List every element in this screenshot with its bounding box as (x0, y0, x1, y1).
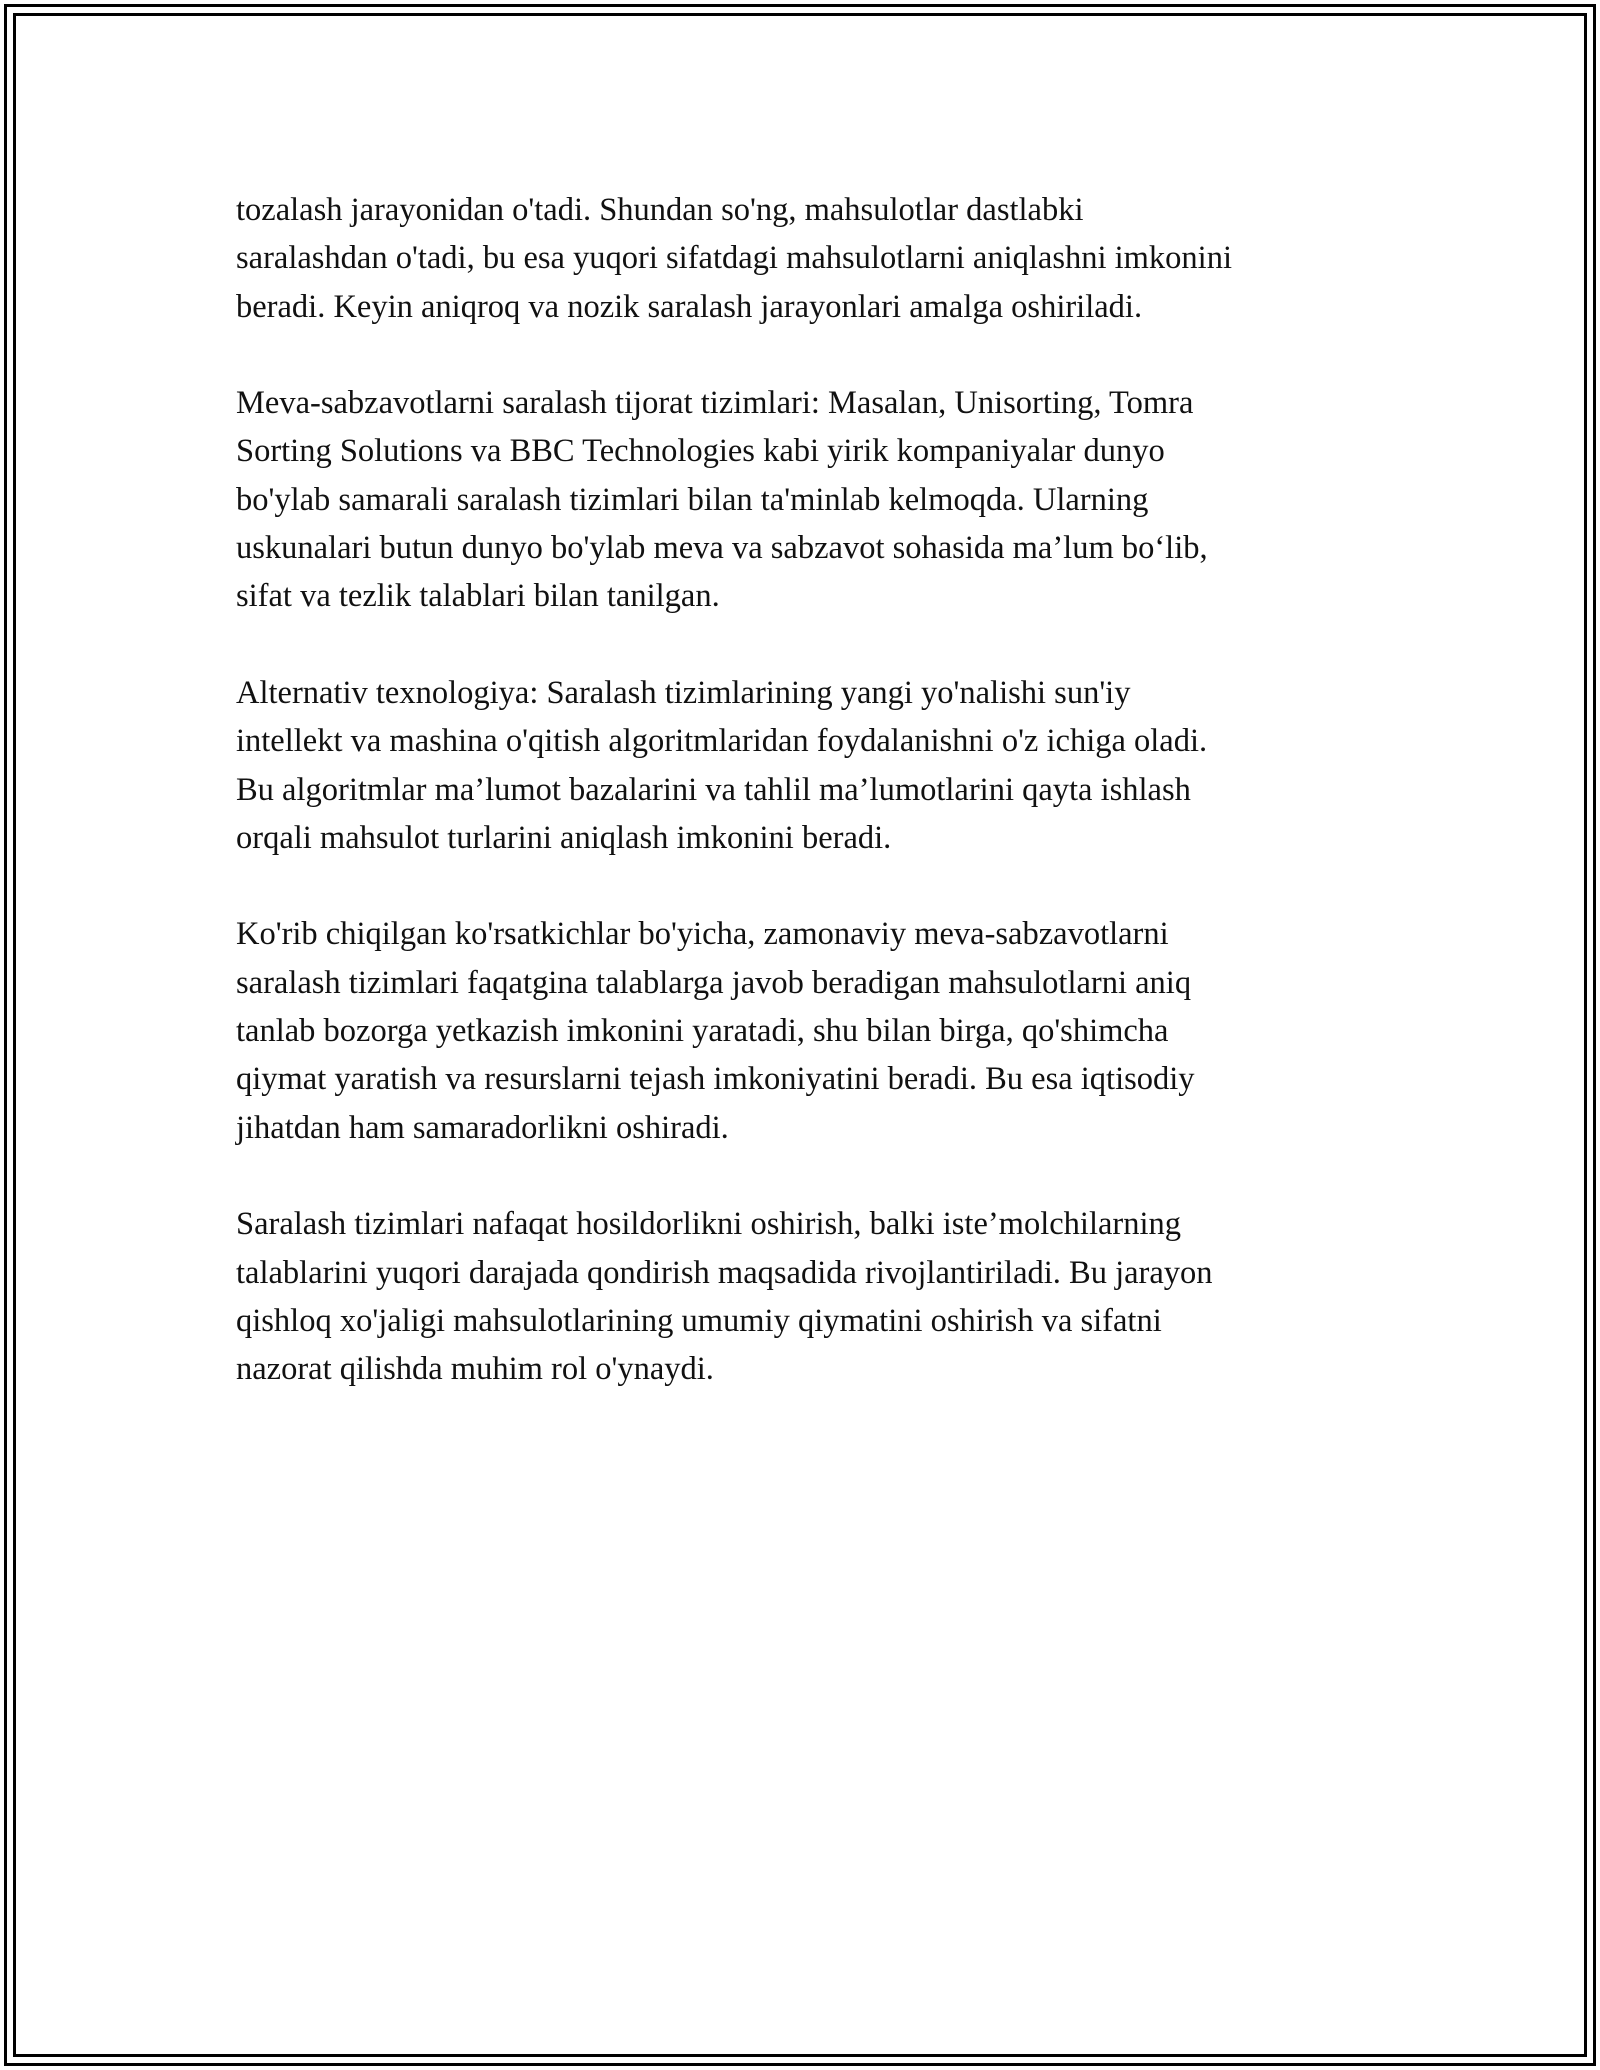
document-body (236, 186, 1366, 1442)
paragraph-conclusion: Saralash tizimlari nafaqat hosildorlikni oshirish, balki iste’molchilarning talablarini yuqori darajada qondirish maqsadida rivojlantiriladi. Bu jarayon qishloq xo'jaligi mahsulotlarining umumiy qiymatini oshirish va sifatni nazorat qilishda muhim rol o'ynaydi. (236, 1206, 1213, 1388)
paragraph-commercial-systems: Meva-sabzavotlarni saralash tijorat tizimlari: Masalan, Unisorting, Tomra Sorting Solutions va BBC Technologies kabi yirik kompaniyalar dunyo bo'ylab samarali saralash tizimlari bilan ta'minlab kelmoqda. Ularning uskunalari butun dunyo bo'ylab meva va sabzavot sohasida ma’lum bo‘lib, sifat va tezlik talablari bilan tanilgan. (236, 385, 1208, 615)
paragraph-alternative-technology: Alternativ texnologiya: Saralash tizimlarining yangi yo'nalishi sun'iy intellekt va mashina o'qitish algoritmlaridan foydalanishni o'z ichiga oladi. Bu algoritmlar ma’lumot bazalarini va tahlil ma’lumotlarini qayta ishlash orqali mahsulot turlarini aniqlash imkonini beradi. (236, 674, 1208, 856)
paragraph-cleaning-and-sorting: tozalash jarayonidan o'tadi. Shundan so'ng, mahsulotlar dastlabki saralashdan o'tadi, bu esa yuqori sifatdagi mahsulotlarni aniqlashni imkonini beradi. Keyin aniqroq va nozik saralash jarayonlari amalga oshiriladi. (236, 192, 1232, 325)
paragraph-indicators-summary: Ko'rib chiqilgan ko'rsatkichlar bo'yicha, zamonaviy meva-sabzavotlarni saralash tizimlari faqatgina talablarga javob beradigan mahsulotlarni aniq tanlab bozorga yetkazish imkonini yaratadi, shu bilan birga, qo'shimcha qiymat yaratish va resurslarni tejash imkoniyatini beradi. Bu esa iqtisodiy jihatdan ham samaradorlikni oshiradi. (236, 916, 1195, 1146)
